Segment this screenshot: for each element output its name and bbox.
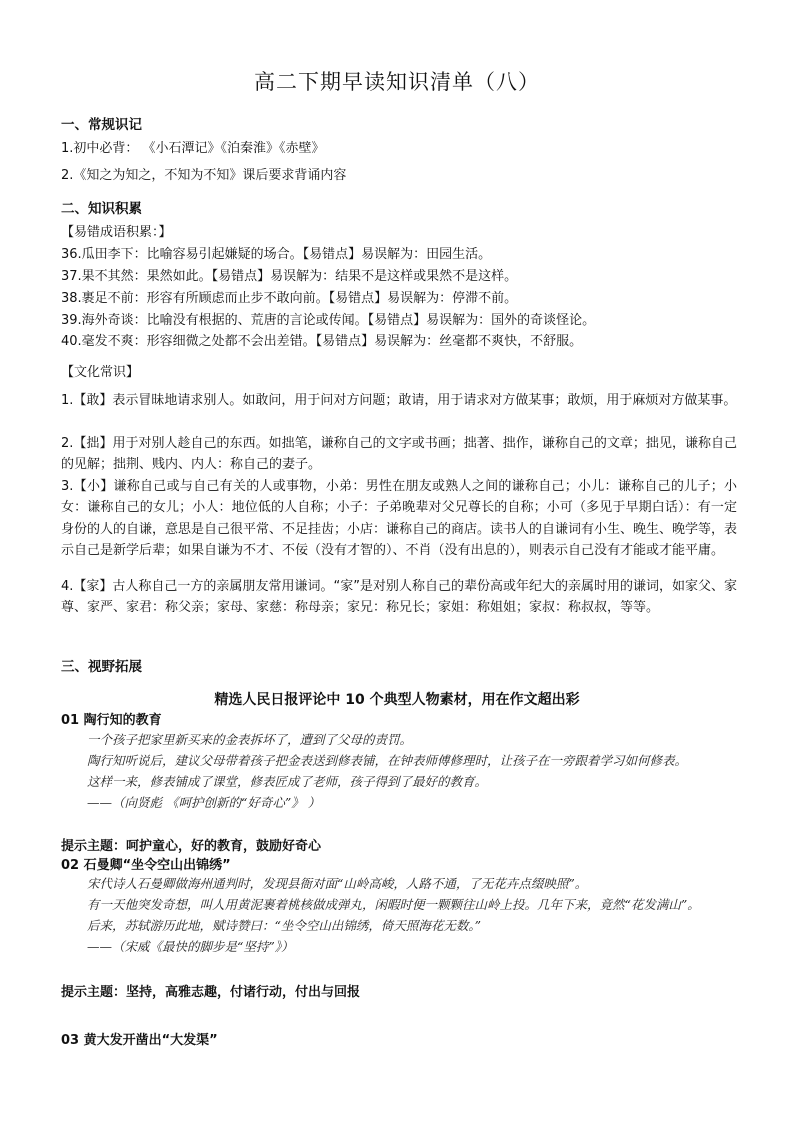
theme-tip: 提示主题：坚持，高雅志趣，付诸行动，付出与回报: [61, 985, 361, 1000]
culture-item: 2.【拙】用于对别人趁自己的东西。如拙笔，谦称自己的文字或书画；拙著、拙作，谦称自己的文章；拙见，谦称自己的见解；拙荆、贱内、内人：称自己的妻子。: [61, 436, 737, 473]
story-paragraph: 宋代诗人石曼卿做海州通判时，发现县衙对面“山岭高峻，人路不通，了无花卉点缀映照”。: [87, 876, 588, 891]
story-body: [61, 729, 737, 813]
idiom-item: 40.毫发不爽：形容细微之处都不会出差错。【易错点】易误解为：丝毫都不爽快，不舒服。: [61, 334, 583, 349]
idiom-heading: 【易错成语积累：】: [61, 225, 172, 240]
recite-item-1: 1.初中必背： 《小石潭记》《泊秦淮》《赤壁》: [61, 141, 325, 156]
story-source: ——（向贤彪 《呵护创新的“好奇心”》 ）: [87, 795, 321, 810]
idiom-item: 39.海外奇谈：比喻没有根据的、荒唐的言论或传闻。【易错点】易误解为：国外的奇谈怪论。: [61, 313, 596, 328]
story-paragraph: 陶行知听说后，建议父母带着孩子把金表送到修表铺，在钟表师傅修理时，让孩子在一旁跟着学习如何修表。: [87, 753, 688, 768]
story-paragraph: 这样一来，修表铺成了课堂，修表匠成了老师，孩子得到了最好的教育。: [87, 774, 488, 789]
recite-item-2: 2.《知之为知之，不知为不知》课后要求背诵内容: [61, 168, 347, 183]
section-heading-vision: 三、视野拓展: [61, 659, 142, 675]
article-subtitle: 精选人民日报评论中 10 个典型人物素材，用在作文超出彩: [214, 692, 580, 708]
story-paragraph: 有一天他突发奇想，叫人用黄泥裹着桃核做成弹丸，闲暇时便一颗颗往山岭上投。几年下来，竟然“花发满山”。: [87, 897, 700, 912]
culture-heading: 【文化常识】: [61, 365, 140, 380]
culture-item: 3.【小】谦称自己或与自己有关的人或事物，小弟：男性在朋友或熟人之间的谦称自己；小儿：谦称自己的儿子；小女：谦称自己的女儿；小人：地位低的人自称；小子：子弟晚辈对父兄尊长的自称；小可（多见于早期白话）：有一定身份的人的自谦，意思是自己很平常、不足挂齿；小店：谦称自己的商店。读书人的自谦词有小生、晚生、晚学等，表示自己是新学后辈；如果自谦为不才、不佞（没有才智的）、不肖（没有出息的），则表示自己没有才能或才能平庸。: [61, 479, 738, 558]
page-title: 高二下期早读知识清单（八）: [254, 70, 540, 94]
theme-tip: 提示主题：呵护童心，好的教育，鼓励好奇心: [61, 839, 322, 854]
story-body: [61, 873, 737, 957]
section-heading-knowledge: 二、知识积累: [61, 201, 142, 217]
story-heading: 03 黄大发开凿出“大发渠”: [61, 1033, 218, 1048]
story-paragraph: 后来，苏轼游历此地，赋诗赞曰：“坐令空山出锦绣，倚天照海花无数。”: [87, 918, 482, 933]
story-paragraph: 一个孩子把家里新买来的金表拆坏了，遭到了父母的责罚。: [87, 732, 413, 747]
story-source: ——（宋威《最快的脚步是“坚持”》）: [87, 939, 294, 954]
idiom-item: 37.果不其然：果然如此。【易错点】易误解为：结果不是这样或果然不是这样。: [61, 269, 518, 284]
culture-item: 1.【敢】表示冒昧地请求别人。如敢问，用于问对方问题；敢请，用于请求对方做某事；敢烦，用于麻烦对方做某事。: [61, 393, 737, 408]
idiom-item: 38.裹足不前：形容有所顾虑而止步不敢向前。【易错点】易误解为：停滞不前。: [61, 291, 518, 306]
section-heading-routine: 一、常规识记: [61, 117, 142, 133]
story-heading: 02 石曼卿“坐令空山出锦绣”: [61, 858, 231, 873]
culture-item: 4.【家】古人称自己一方的亲属朋友常用谦词。“家”是对别人称自己的辈份高或年纪大的亲属时用的谦词，如家父、家尊、家严、家君：称父亲；家母、家慈：称母亲；家兄：称兄长；家姐：称姐姐；家叔：称叔叔，等等。: [61, 579, 737, 616]
story-heading: 01 陶行知的教育: [61, 713, 162, 728]
idiom-item: 36.瓜田李下：比喻容易引起嫌疑的场合。【易错点】易误解为：田园生活。: [61, 247, 492, 262]
